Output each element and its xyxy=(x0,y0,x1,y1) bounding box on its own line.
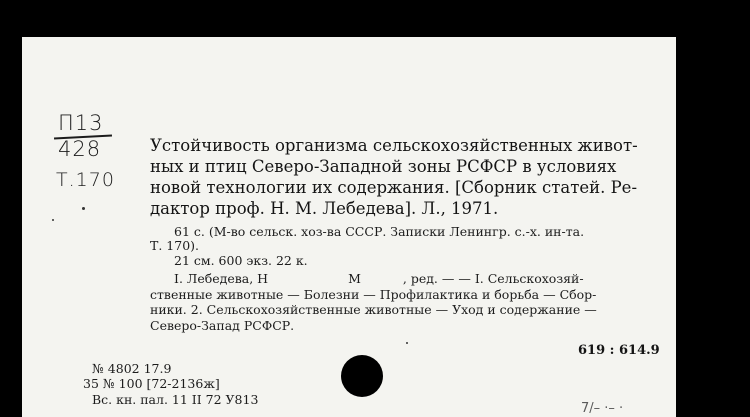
entry-title-block xyxy=(150,135,658,219)
series-statement-line-1: 61 с. (М-во сельск. хоз-ва СССР. Записки Ленингр. с.-х. ин-та. xyxy=(174,224,585,239)
tracing-line-1 xyxy=(150,271,660,287)
title-line: новой технологии их содержания. [Сборник статей. Ре- xyxy=(150,178,638,197)
scan-speck xyxy=(52,219,54,221)
catalog-card xyxy=(22,37,676,417)
title-line: дактор проф. Н. М. Лебедева]. Л., 1971. xyxy=(150,199,499,218)
footer-record-number: № 4802 17.9 xyxy=(92,361,172,376)
title-line: Устойчивость организма сельскохозяйственных живот- xyxy=(150,136,638,155)
footer-chamber-imprint: Вс. кн. пал. 11 II 72 У813 xyxy=(92,392,259,407)
tracing-editor-initial: М xyxy=(348,271,361,286)
corner-pencil-mark: 7/– ·– · xyxy=(581,401,624,416)
tracing-subject-1: , ред. — — I. Сельскохозяй- xyxy=(402,271,584,286)
classification-number: 619 : 614.9 xyxy=(578,343,660,358)
punch-hole xyxy=(341,355,383,397)
physical-description: 21 см. 600 экз. 22 к. xyxy=(174,253,308,268)
footer-order-number: 35 № 100 [72-2136ж] xyxy=(83,376,220,391)
tracing-editor-name: I. Лебедева, Н xyxy=(174,271,269,286)
tracing-line-3: ники. 2. Сельскохозяйственные животные — Уход и содержание — xyxy=(150,302,597,317)
subject-tracings xyxy=(150,271,660,333)
tracing-line-4: Северо-Запад РСФСР. xyxy=(150,317,295,333)
handwritten-shelf-mark-line-2: 428 xyxy=(58,137,102,161)
handwritten-shelf-mark-line-1: П13 xyxy=(58,111,104,135)
handwritten-volume-note: Т.170 xyxy=(56,169,115,191)
title-line: ных и птиц Северо-Западной зоны РСФСР в условиях xyxy=(150,157,617,176)
series-statement-line-2: Т. 170). xyxy=(150,238,199,253)
scan-speck xyxy=(82,207,85,210)
tracing-line-2: ственные животные — Болезни — Профилактика и борьба — Сбор- xyxy=(150,286,597,302)
scan-speck xyxy=(406,342,408,344)
